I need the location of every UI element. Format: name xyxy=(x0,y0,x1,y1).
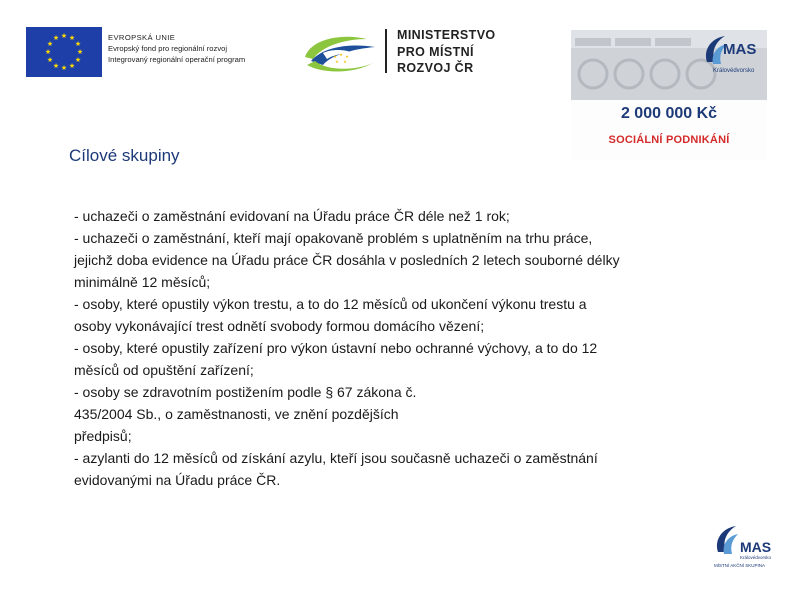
svg-text:★: ★ xyxy=(60,64,68,72)
svg-text:★: ★ xyxy=(46,56,54,64)
banner-amount: 2 000 000 Kč xyxy=(620,105,718,122)
eu-flag-icon xyxy=(26,27,102,77)
social-business-banner xyxy=(571,30,767,160)
eu-logo-text xyxy=(108,32,245,65)
eu-line-3: Integrovaný regionální operační program xyxy=(108,55,246,64)
ministry-line-3: ROZVOJ ČR xyxy=(397,61,474,75)
ministry-logo-text xyxy=(397,27,496,77)
body-line: - osoby se zdravotním postižením podle § 67 zákona č. xyxy=(74,384,417,400)
ministry-emblem-icon xyxy=(301,31,381,77)
eu-logo xyxy=(26,27,288,77)
footer-mas-sub: Královédvorsko xyxy=(740,555,772,560)
body-line: - osoby, které opustily výkon trestu, a to do 12 měsíců od ukončení výkonu trestu a xyxy=(74,296,587,312)
svg-text:★: ★ xyxy=(335,59,339,64)
body-line: - uchazeči o zaměstnání, kteří mají opakovaně problém s uplatněním na trhu práce, xyxy=(74,230,593,246)
svg-text:★: ★ xyxy=(68,62,76,70)
eu-line-2: Evropský fond pro regionální rozvoj xyxy=(108,44,228,53)
svg-text:★: ★ xyxy=(52,62,60,70)
svg-text:★: ★ xyxy=(68,34,76,42)
svg-text:★: ★ xyxy=(44,48,52,56)
svg-text:★: ★ xyxy=(74,56,82,64)
target-groups-text xyxy=(74,205,746,491)
svg-text:★: ★ xyxy=(333,54,337,59)
body-line: předpisů; xyxy=(74,428,132,444)
footer-mas-tagline: MÍSTNÍ AKČNÍ SKUPINA xyxy=(714,563,766,568)
body-line: jejichž doba evidence na Úřadu práce ČR dosáhla v posledních 2 letech souborné délky xyxy=(74,252,620,268)
mas-logo-sub: Královédvorsko xyxy=(713,68,755,74)
ministry-logo-divider xyxy=(385,29,387,73)
banner-caption: SOCIÁLNÍ PODNIKÁNÍ xyxy=(608,134,730,146)
page-title: Cílové skupiny xyxy=(69,146,180,165)
footer-mas-word: MAS xyxy=(740,539,772,555)
body-line: minimálně 12 měsíců; xyxy=(74,274,211,290)
ministry-logo xyxy=(301,27,511,79)
mas-logo-icon xyxy=(699,32,765,80)
footer-mas-logo-icon xyxy=(712,522,784,570)
svg-text:★: ★ xyxy=(74,40,82,48)
svg-text:★: ★ xyxy=(343,59,347,64)
svg-text:★: ★ xyxy=(52,34,60,42)
body-line: osoby vykonávající trest odnětí svobody formou domácího vězení; xyxy=(74,318,485,334)
mas-logo-word: MAS xyxy=(723,41,757,58)
ministry-line-2: PRO MÍSTNÍ xyxy=(397,44,474,59)
eu-line-1: EVROPSKÁ UNIE xyxy=(108,33,176,42)
body-line: - osoby, které opustily zařízení pro výkon ústavní nebo ochranné výchovy, a to do 12 xyxy=(74,340,598,356)
svg-text:★: ★ xyxy=(46,40,54,48)
body-line: - uchazeči o zaměstnání evidovaní na Úřadu práce ČR déle než 1 rok; xyxy=(74,208,510,224)
svg-text:★: ★ xyxy=(339,52,343,57)
body-line: 435/2004 Sb., o zaměstnanosti, ve znění pozdějších xyxy=(74,406,399,422)
svg-text:★: ★ xyxy=(76,48,84,56)
body-line: - azylanti do 12 měsíců od získání azylu, kteří jsou současně uchazeči o zaměstnání xyxy=(74,450,598,466)
svg-text:★: ★ xyxy=(345,54,349,59)
ministry-line-1: MINISTERSTVO xyxy=(397,28,496,42)
body-line: měsíců od opuštění zařízení; xyxy=(74,362,254,378)
body-line: evidovanými na Úřadu práce ČR. xyxy=(74,472,281,488)
svg-text:★: ★ xyxy=(60,32,68,40)
